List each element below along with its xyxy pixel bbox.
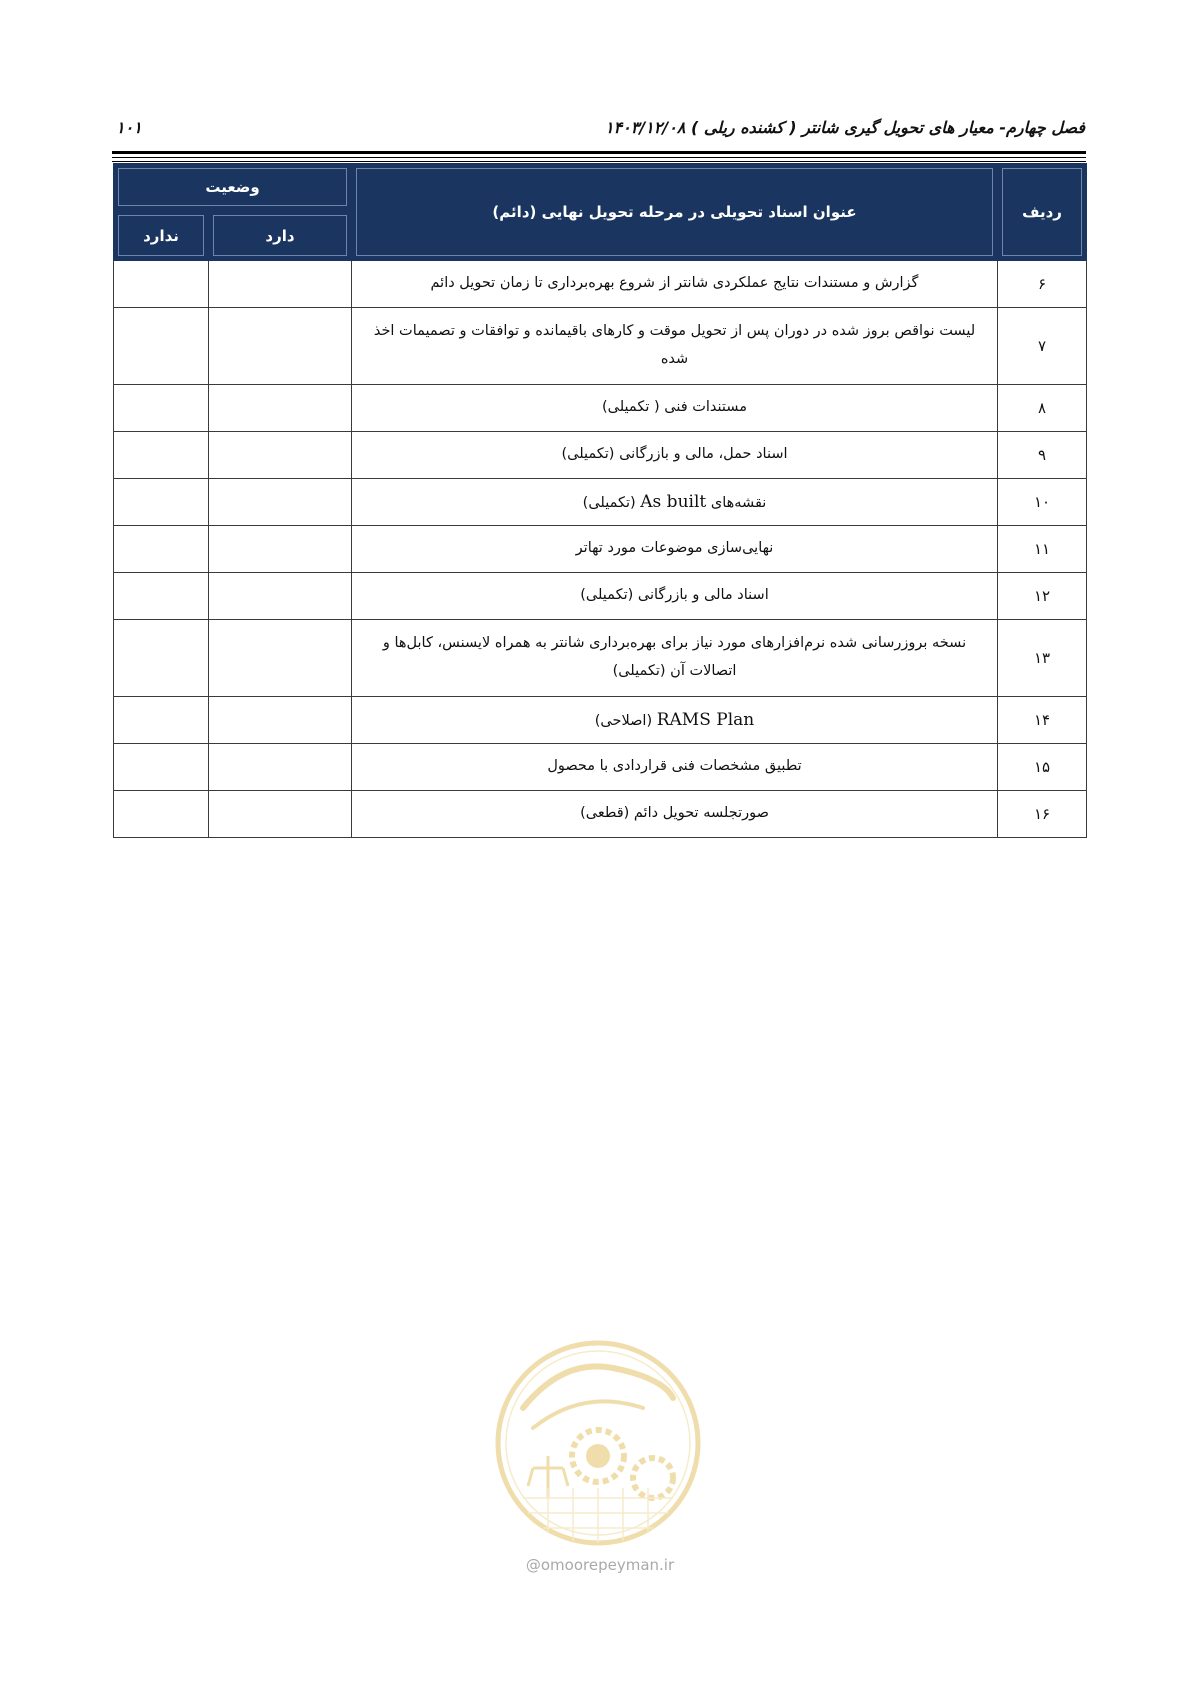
row-number: ۱۵	[998, 744, 1087, 791]
has-cell[interactable]	[209, 791, 352, 838]
row-title: نسخه بروزرسانی شده نرم‌افزارهای مورد نیاز برای بهره‌برداری شانتر به همراه لایسنس، کابل‌ها و اتصالات آن (تکمیلی)	[352, 620, 998, 697]
has-cell[interactable]	[209, 526, 352, 573]
row-number: ۱۴	[998, 697, 1087, 744]
table-row	[114, 697, 1087, 744]
deliverables-table	[113, 163, 1087, 838]
has-not-cell[interactable]	[114, 432, 209, 479]
row-title-latin: RAMS Plan	[656, 709, 755, 730]
row-number: ۱۲	[998, 573, 1087, 620]
has-cell[interactable]	[209, 697, 352, 744]
has-cell[interactable]	[209, 385, 352, 432]
table-row	[114, 791, 1087, 838]
table-row	[114, 308, 1087, 385]
has-cell[interactable]	[209, 308, 352, 385]
table-row	[114, 479, 1087, 526]
has-not-cell[interactable]	[114, 697, 209, 744]
running-header-title: فصل چهارم- معیار های تحویل گیری شانتر ( کشنده ریلی ) ۱۴۰۳/۱۲/۰۸	[604, 118, 1085, 137]
has-cell[interactable]	[209, 432, 352, 479]
row-title: تطبیق مشخصات فنی قراردادی با محصول	[352, 744, 998, 791]
row-number: ۹	[998, 432, 1087, 479]
page-number: ۱۰۱	[116, 118, 142, 137]
table-row	[114, 620, 1087, 697]
header-row-number: ردیف	[998, 164, 1087, 261]
has-not-cell[interactable]	[114, 261, 209, 308]
row-title	[352, 697, 998, 744]
row-title: صورتجلسه تحویل دائم (قطعی)	[352, 791, 998, 838]
row-title-latin: As built	[640, 491, 707, 512]
row-title: اسناد حمل، مالی و بازرگانی (تکمیلی)	[352, 432, 998, 479]
has-not-cell[interactable]	[114, 385, 209, 432]
watermark-logo	[493, 1338, 703, 1548]
row-title: لیست نواقص بروز شده در دوران پس از تحویل موقت و کارهای باقیمانده و توافقات و تصمیمات اخذ شده	[352, 308, 998, 385]
row-title-part: (اصلاحی)	[594, 712, 653, 729]
table-row	[114, 526, 1087, 573]
has-cell[interactable]	[209, 261, 352, 308]
header-status: وضعیت	[114, 164, 352, 211]
header-has: دارد	[209, 211, 352, 261]
has-not-cell[interactable]	[114, 526, 209, 573]
row-number: ۱۳	[998, 620, 1087, 697]
row-title-part: (تکمیلی)	[582, 494, 636, 511]
has-not-cell[interactable]	[114, 573, 209, 620]
watermark-url: @omoorepeyman.ir	[525, 1556, 675, 1574]
header-rule	[112, 151, 1086, 154]
row-title: اسناد مالی و بازرگانی (تکمیلی)	[352, 573, 998, 620]
row-number: ۱۶	[998, 791, 1087, 838]
row-number: ۷	[998, 308, 1087, 385]
table-row	[114, 432, 1087, 479]
table-row	[114, 744, 1087, 791]
row-number: ۶	[998, 261, 1087, 308]
header-document-title: عنوان اسناد تحویلی در مرحله تحویل نهایی (دائم)	[352, 164, 998, 261]
header-rule	[112, 161, 1086, 162]
table-row	[114, 573, 1087, 620]
row-title: نهایی‌سازی موضوعات مورد تهاتر	[352, 526, 998, 573]
has-not-cell[interactable]	[114, 308, 209, 385]
has-not-cell[interactable]	[114, 744, 209, 791]
row-title: گزارش و مستندات نتایج عملکردی شانتر از شروع بهره‌برداری تا زمان تحویل دائم	[352, 261, 998, 308]
has-cell[interactable]	[209, 479, 352, 526]
has-not-cell[interactable]	[114, 620, 209, 697]
row-number: ۱۰	[998, 479, 1087, 526]
row-number: ۱۱	[998, 526, 1087, 573]
has-cell[interactable]	[209, 620, 352, 697]
has-not-cell[interactable]	[114, 791, 209, 838]
has-cell[interactable]	[209, 573, 352, 620]
header-has-not: ندارد	[114, 211, 209, 261]
row-title: مستندات فنی ( تکمیلی)	[352, 385, 998, 432]
has-not-cell[interactable]	[114, 479, 209, 526]
table-row	[114, 385, 1087, 432]
table-row	[114, 261, 1087, 308]
row-number: ۸	[998, 385, 1087, 432]
row-title	[352, 479, 998, 526]
header-rule	[112, 157, 1086, 158]
row-title-part: نقشه‌های	[710, 494, 767, 511]
has-cell[interactable]	[209, 744, 352, 791]
